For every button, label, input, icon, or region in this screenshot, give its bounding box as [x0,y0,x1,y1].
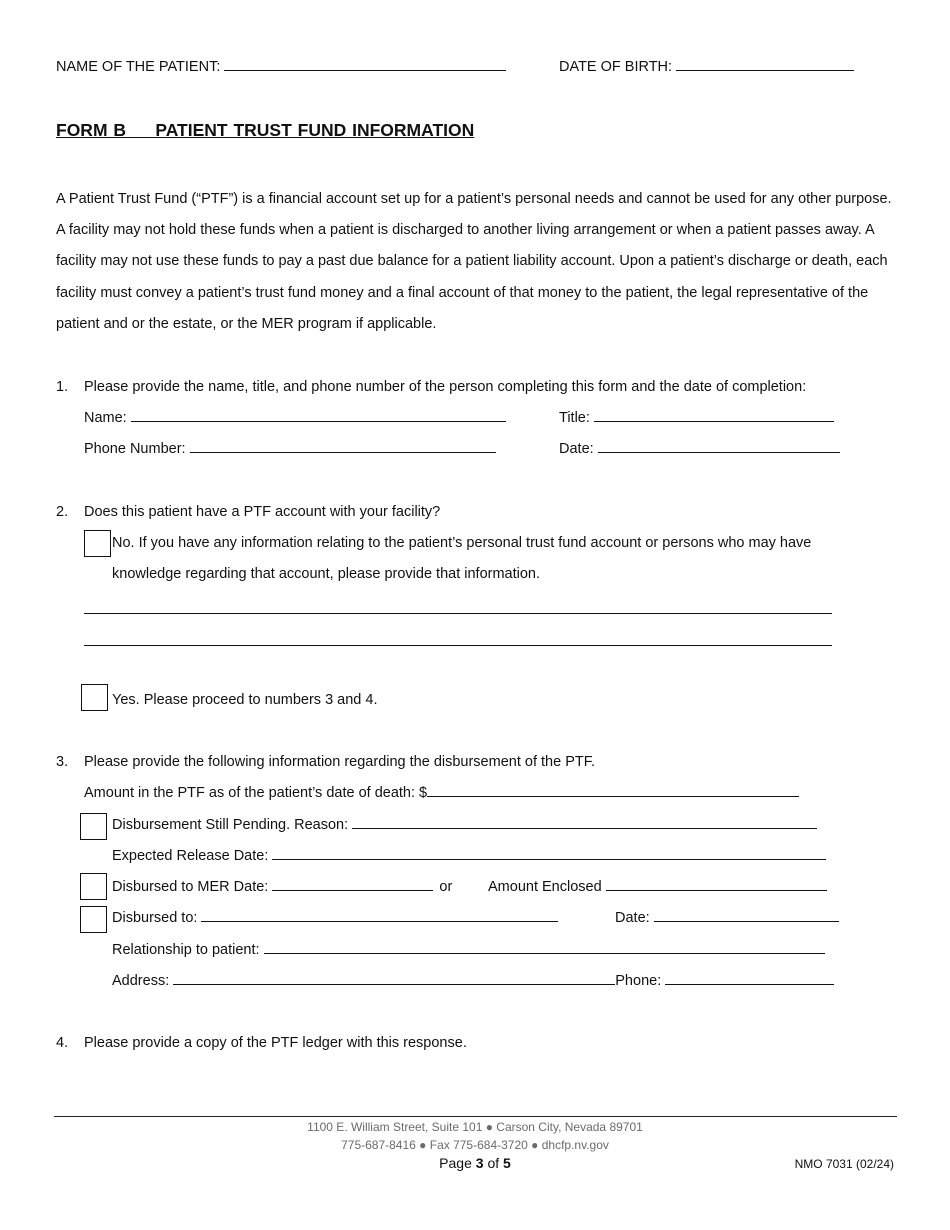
q3-phone-field[interactable] [665,972,834,985]
form-title: FORM B PATIENT TRUST FUND INFORMATION [56,120,475,140]
q3-date-label: Date: [615,910,650,926]
q1-date-field[interactable] [598,440,840,453]
dob-row [559,58,854,76]
footer-divider [54,1116,897,1117]
q1-text: Please provide the name, title, and phone number of the person completing this form and the date of completion: [84,379,807,395]
q1-date-row [559,440,840,458]
q3-relationship-label: Relationship to patient: [112,942,260,958]
q1-title-field[interactable] [594,409,834,422]
q3-amount-row [84,784,799,802]
q2-answer-line-1[interactable] [84,613,832,614]
q3-address-label: Address: [112,973,170,989]
q3-pending-reason-field[interactable] [352,816,817,829]
q3-relationship-row [112,941,825,959]
page-current: 3 [475,1155,484,1171]
q4-number: 4. [56,1035,69,1051]
dob-field[interactable] [676,58,854,71]
patient-name-row [56,58,506,76]
q2-answer-line-2[interactable] [84,645,832,646]
dob-label: DATE OF BIRTH: [559,59,673,75]
q4-text: Please provide a copy of the PTF ledger with this response. [84,1035,467,1051]
q3-or-label: or [439,879,453,895]
q3-mer-row [112,878,452,896]
q3-amount-label: Amount in the PTF as of the patient’s date of death: $ [84,785,428,801]
q2-no-checkbox[interactable] [84,530,111,557]
q1-title-row [559,409,834,427]
q3-mer-label: Disbursed to MER Date: [112,879,269,895]
q2-number: 2. [56,504,69,520]
q2-no-text-line1: No. If you have any information relating to the patient’s personal trust fund account or persons who may have [112,535,812,551]
q3-amount-enclosed-row [488,878,827,896]
q3-date-row [615,909,839,927]
q3-release-date-field[interactable] [272,847,826,860]
q3-disbursed-to-row [112,909,558,927]
q3-address-field[interactable] [173,972,615,985]
q3-disbursed-to-field[interactable] [201,909,558,922]
q1-name-field[interactable] [131,409,506,422]
intro-paragraph: A Patient Trust Fund (“PTF”) is a financial account set up for a patient’s personal needs and cannot be used for any other purpose. A facility may not hold these funds when a patient is discharged to another living arrangement or when a patient passes away. A facility may not use these funds to pay a past due balance for a patient liability account. Upon a patient’s discharge or death, each facility must convey a patient’s trust fund money and a final account of that money to the patient, the legal representative of the patient and or the estate, or the MER program if applicable. [56,191,892,332]
q1-phone-field[interactable] [190,440,496,453]
page-total: 5 [503,1155,511,1171]
q3-disbursed-to-label: Disbursed to: [112,910,198,926]
q2-yes-checkbox[interactable] [81,684,108,711]
page-of: of [487,1155,500,1171]
q3-pending-checkbox[interactable] [80,813,107,840]
q3-address-row [112,972,834,990]
q1-name-row [84,409,506,427]
q3-release-label: Expected Release Date: [112,848,269,864]
q3-mer-checkbox[interactable] [80,873,107,900]
q3-date-field[interactable] [654,909,839,922]
q3-text: Please provide the following information regarding the disbursement of the PTF. [84,754,596,770]
q3-disbursed-to-checkbox[interactable] [80,906,107,933]
q1-name-label: Name: [84,410,127,426]
q1-phone-row [84,440,496,458]
q3-amount-enclosed-field[interactable] [606,878,827,891]
footer-address: 1100 E. William Street, Suite 101 ● Carson City, Nevada 89701 [307,1120,643,1134]
q3-relationship-field[interactable] [264,941,825,954]
q2-text: Does this patient have a PTF account with your facility? [84,504,441,520]
page-word: Page [439,1155,472,1171]
q1-phone-label: Phone Number: [84,441,186,457]
q2-yes-text: Yes. Please proceed to numbers 3 and 4. [112,692,378,708]
q3-release-row [112,847,826,865]
q1-date-label: Date: [559,441,594,457]
q1-number: 1. [56,379,69,395]
q3-mer-date-field[interactable] [272,878,433,891]
q3-phone-label: Phone: [615,973,662,989]
q3-pending-label: Disbursement Still Pending. Reason: [112,817,349,833]
form-number: NMO 7031 (02/24) [794,1157,894,1171]
q3-amount-field[interactable] [427,784,799,797]
q2-no-text-line2: knowledge regarding that account, please provide that information. [112,566,541,582]
q3-amount-enclosed-label: Amount Enclosed [488,879,602,895]
q3-pending-row [112,816,817,834]
q1-title-label: Title: [559,410,590,426]
q3-number: 3. [56,754,69,770]
footer-contact: 775-687-8416 ● Fax 775-684-3720 ● dhcfp.nv.gov [341,1138,609,1152]
patient-name-label: NAME OF THE PATIENT: [56,59,221,75]
patient-name-field[interactable] [224,58,506,71]
